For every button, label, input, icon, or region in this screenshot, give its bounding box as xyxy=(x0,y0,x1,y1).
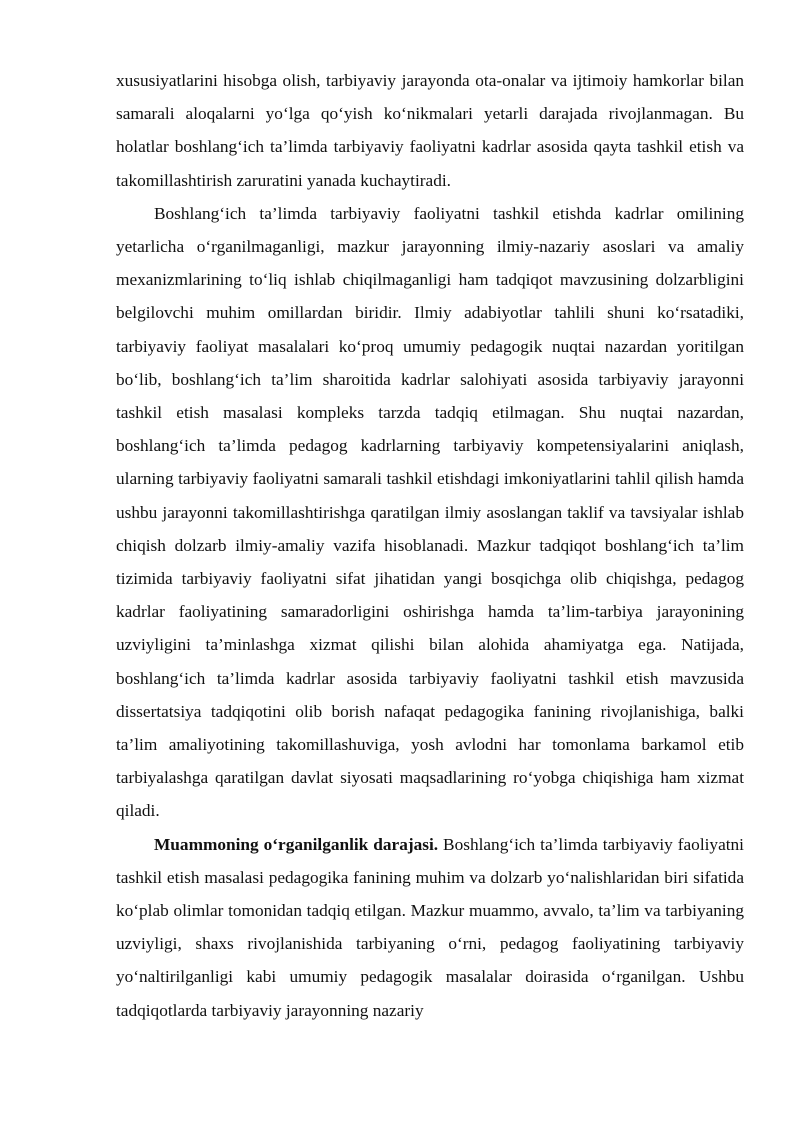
paragraph-2: Boshlang‘ich ta’limda tarbiyaviy faoliyatni tashkil etishda kadrlar omilining yetarlicha o‘rganilmaganligi, mazkur jarayonning ilmiy-nazariy asoslari va amaliy mexanizmlarining to‘liq ishlab chiqilmaganligi ham tadqiqot mavzusining dolzarbligini belgilovchi muhim omillardan biridir. Ilmiy adabiyotlar tahlili shuni ko‘rsatadiki, tarbiyaviy faoliyat masalalari ko‘proq umumiy pedagogik nuqtai nazardan yoritilgan bo‘lib, boshlang‘ich ta’lim sharoitida kadrlar salohiyati asosida tarbiyaviy jarayonni tashkil etish masalasi kompleks tarzda tadqiq etilmagan. Shu nuqtai nazardan, boshlang‘ich ta’limda pedagog kadrlarning tarbiyaviy kompetensiyalarini aniqlash, ularning tarbiyaviy faoliyatni samarali tashkil etishdagi imkoniyatlarini tahlil qilish hamda ushbu jarayonni takomillashtirishga qaratilgan ilmiy asoslangan taklif va tavsiyalar ishlab chiqish dolzarb ilmiy-amaliy vazifa hisoblanadi. Mazkur tadqiqot boshlang‘ich ta’lim tizimida tarbiyaviy faoliyatni sifat jihatidan yangi bosqichga olib chiqishga, pedagog kadrlar faoliyatining samaradorligini oshirishga hamda ta’lim-tarbiya jarayonining uzviyligini ta’minlashga xizmat qilishi bilan alohida ahamiyatga ega. Natijada, boshlang‘ich ta’limda kadrlar asosida tarbiyaviy faoliyatni tashkil etish mavzusida dissertatsiya tadqiqotini olib borish nafaqat pedagogika fanining rivojlanishiga, balki ta’lim amaliyotining takomillashuviga, yosh avlodni har tomonlama barkamol etib tarbiyalashga qaratilgan davlat siyosati maqsadlarining ro‘yobga chiqishiga ham xizmat qiladi. xyxy=(116,203,744,821)
paragraph-3 xyxy=(116,828,744,1027)
section-heading: Muammoning o‘rganilganlik darajasi. xyxy=(154,834,439,854)
document-page xyxy=(116,64,744,1027)
paragraph-3-body: Boshlang‘ich ta’limda tarbiyaviy faoliyatni tashkil etish masalasi pedagogika fanining muhim va dolzarb yo‘nalishlaridan biri sifatida ko‘plab olimlar tomonidan tadqiq etilgan. Mazkur muammo, avvalo, ta’lim va tarbiyaning uzviyligi, shaxs rivojlanishida tarbiyaning o‘rni, pedagog faoliyatining tarbiyaviy yo‘naltirilganligi kabi umumiy pedagogik masalalar doirasida o‘rganilgan. Ushbu tadqiqotlarda tarbiyaviy jarayonning nazariy xyxy=(116,834,744,1020)
paragraph-1: xususiyatlarini hisobga olish, tarbiyaviy jarayonda ota-onalar va ijtimoiy hamkorlar bilan samarali aloqalarni yo‘lga qo‘yish ko‘nikmalari yetarli darajada rivojlanmagan. Bu holatlar boshlang‘ich ta’limda tarbiyaviy faoliyatni kadrlar asosida qayta tashkil etish va takomillashtirish zaruratini yanada kuchaytiradi. xyxy=(116,71,744,190)
